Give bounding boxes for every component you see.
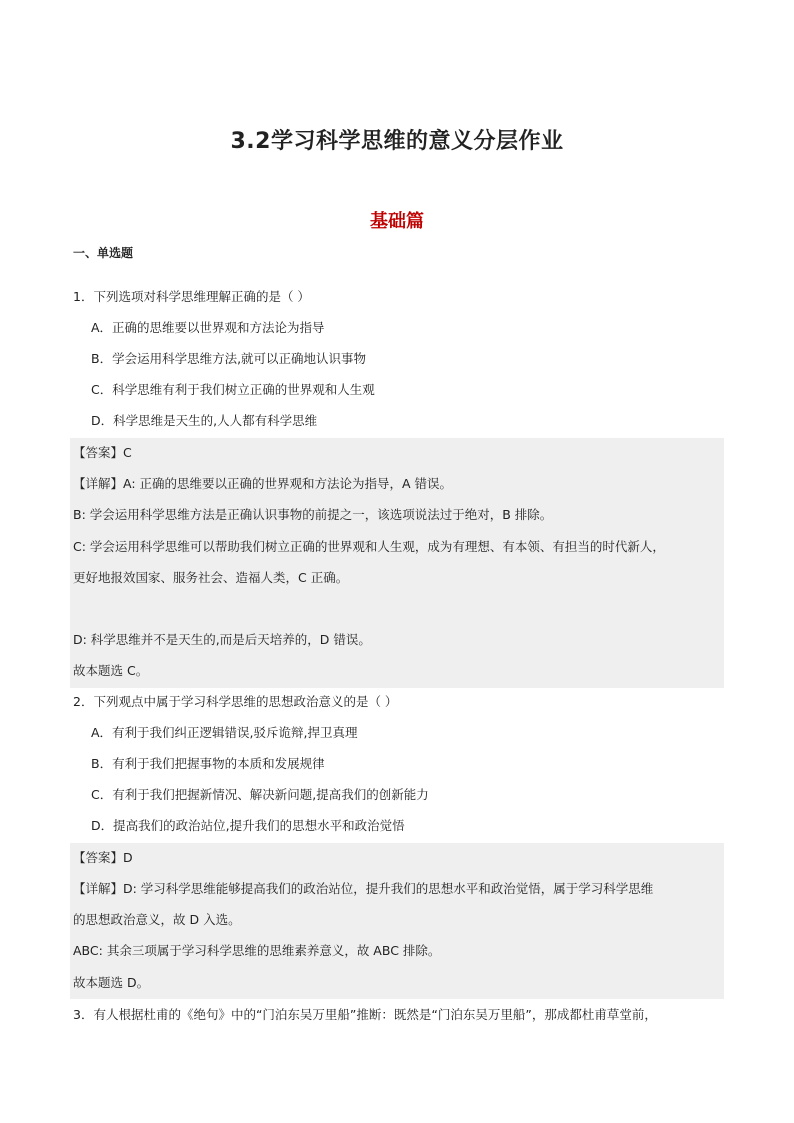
question-1-conclusion: 故本题选 C。 xyxy=(73,663,149,678)
question-1-option-c: C．科学思维有利于我们树立正确的世界观和人生观 xyxy=(91,382,375,397)
question-2-stem: 2．下列观点中属于学习科学思维的思想政治意义的是（ ） xyxy=(73,694,398,709)
question-2-detail-abc: ABC: 其余三项属于学习科学思维的思维素养意义，故 ABC 排除。 xyxy=(73,943,441,958)
question-2-option-b: B．有利于我们把握事物的本质和发展规律 xyxy=(91,756,325,771)
question-1-stem: 1．下列选项对科学思维理解正确的是（ ） xyxy=(73,289,310,304)
question-1-detail-b: B: 学会运用科学思维方法是正确认识事物的前提之一，该选项说法过于绝对，B 排除。 xyxy=(73,507,553,522)
question-2-conclusion: 故本题选 D。 xyxy=(73,975,150,990)
question-1-option-b: B．学会运用科学思维方法,就可以正确地认识事物 xyxy=(91,351,367,366)
question-2-detail-d-cont: 的思想政治意义，故 D 入选。 xyxy=(73,912,241,927)
question-1-detail-a: 【详解】A: 正确的思维要以正确的世界观和方法论为指导，A 错误。 xyxy=(73,476,453,491)
question-1-detail-c-cont: 更好地报效国家、服务社会、造福人类，C 正确。 xyxy=(73,570,349,585)
question-2-option-c: C．有利于我们把握新情况、解决新问题,提高我们的创新能力 xyxy=(91,787,429,802)
question-3-stem: 3．有人根据杜甫的《绝句》中的“门泊东吴万里船”推断：既然是“门泊东吴万里船”，那成都杜甫草堂前， xyxy=(73,1007,657,1022)
question-1-answer: 【答案】C xyxy=(73,445,132,460)
question-2-detail-d: 【详解】D: 学习科学思维能够提高我们的政治站位，提升我们的思想水平和政治觉悟，属于学习科学思维 xyxy=(73,881,654,896)
part-heading: 一、单选题 xyxy=(73,246,134,260)
section-heading: 基础篇 xyxy=(370,211,424,232)
question-1-detail-c: C: 学会运用科学思维可以帮助我们树立正确的世界观和人生观，成为有理想、有本领、有担当的时代新人， xyxy=(73,539,665,554)
question-2-option-d: D．提高我们的政治站位,提升我们的思想水平和政治觉悟 xyxy=(91,818,405,833)
page-title: 3.2学习科学思维的意义分层作业 xyxy=(230,129,564,154)
question-2-option-a: A．有利于我们纠正逻辑错误,驳斥诡辩,捍卫真理 xyxy=(91,725,358,740)
question-1-option-a: A．正确的思维要以世界观和方法论为指导 xyxy=(91,320,325,335)
question-1-option-d: D．科学思维是天生的,人人都有科学思维 xyxy=(91,413,318,428)
question-1-detail-d: D: 科学思维并不是天生的,而是后天培养的，D 错误。 xyxy=(73,632,371,647)
question-2-answer: 【答案】D xyxy=(73,850,133,865)
